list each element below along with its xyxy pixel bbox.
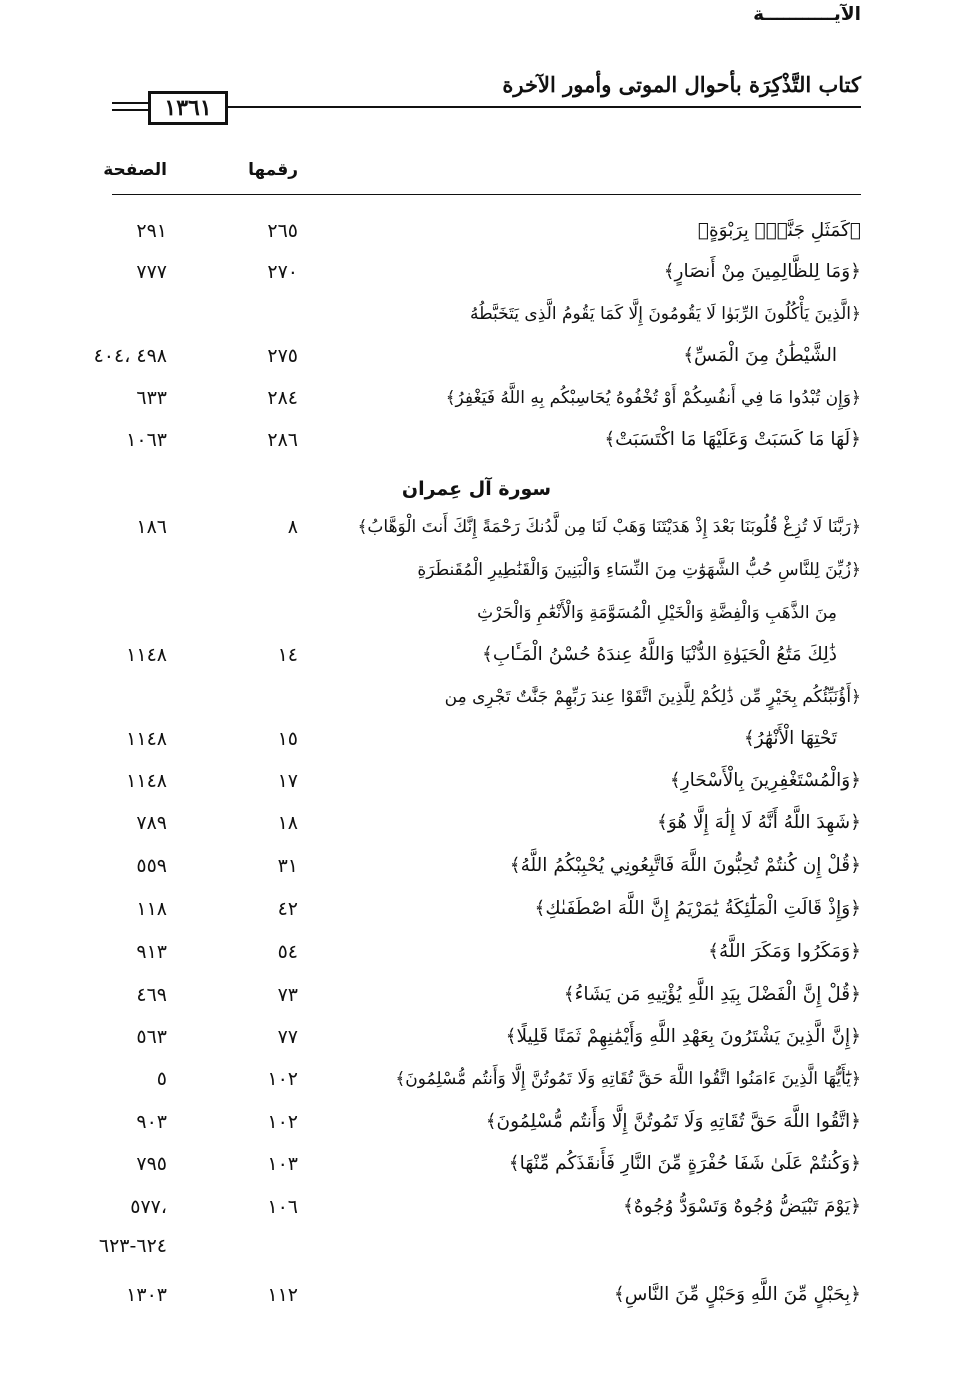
verse-text: ﴿كَمَثَلِ جَنَّةِۭ بِرَبْوَةٍ﴾: [697, 220, 861, 241]
page-ref: ٩١٣: [136, 941, 167, 963]
verse-text: ﴿شَهِدَ اللَّهُ أَنَّهُ لَا إِلَٰهَ إِلَّا هُوَ﴾: [657, 812, 861, 833]
verse-number: ٧٣: [277, 984, 298, 1006]
page-ref: ٥٦٣: [136, 1026, 167, 1048]
verse-text: ذَٰلِكَ مَتَٰعُ الْحَيَوٰةِ الدُّنْيَا وَاللَّهُ عِندَهُ حُسْنُ الْمَـَٔابِ﴾: [482, 644, 837, 665]
verse-number: ٣١: [277, 855, 298, 877]
page-ref: ٥: [156, 1068, 167, 1090]
page-ref: ١١٤٨: [126, 644, 167, 666]
table-row: [0, 1149, 953, 1179]
verse-text: ﴿وَمَكَرُوا وَمَكَرَ اللَّهُ﴾: [708, 941, 861, 962]
verse-number: ٢٧٥: [267, 345, 298, 367]
table-row: [0, 341, 953, 371]
page-ref: ١٠٦٣: [126, 429, 167, 451]
verse-number: ١١٢: [267, 1284, 298, 1306]
verse-text: تَحْتِهَا الْأَنْهَٰرُ﴾: [743, 728, 837, 749]
page-ref: ٤٩٨ ،٤٠٤: [93, 345, 167, 367]
page-ref: ٩٠٣: [136, 1111, 167, 1133]
verse-number: ١٤: [277, 644, 298, 666]
table-row: [0, 724, 953, 754]
table-row: [0, 425, 953, 455]
table-row: [0, 216, 953, 246]
verse-number: ١٨: [277, 812, 298, 834]
verse-text: ﴿يَٰٓأَيُّهَا الَّذِينَ ءَامَنُوا اتَّقُوا اللَّهَ حَقَّ تُقَاتِهِ وَلَا تَمُوتُنَّ إِلَّا وَأَنتُم مُّسْلِمُونَ﴾: [395, 1069, 861, 1089]
page-number: ١٣٦١: [148, 91, 228, 125]
verse-text: ﴿أَؤُنَبِّئُكُم بِخَيْرٍ مِّن ذَٰلِكُمْ لِلَّذِينَ اتَّقَوْا عِندَ رَبِّهِمْ جَنَّٰتٌ تَجْرِى مِن: [444, 687, 861, 707]
verse-number: ٥٤: [277, 941, 298, 963]
verse-text: ﴿الَّذِينَ يَأْكُلُونَ الرِّبَوٰا لَا يَقُومُونَ إِلَّا كَمَا يَقُومُ الَّذِى يَتَخَبَّطُهُ: [469, 304, 861, 324]
page-ref: ١٨٦: [136, 516, 167, 538]
page-ref: ٧٩٥: [136, 1153, 167, 1175]
verse-text: ﴿وَالْمُسْتَغْفِرِينَ بِالْأَسْحَارِ﴾: [669, 770, 861, 791]
page-ref: ٦٣٣: [136, 387, 167, 409]
verse-number: ١٠٦: [267, 1196, 298, 1218]
page-ref: ٢٩١: [136, 220, 167, 242]
table-row: [0, 1022, 953, 1052]
book-title: كتاب التَّذْكِرَة بأحوال الموتى وأمور الآخرة: [502, 72, 861, 97]
column-header-number: رقمها: [248, 160, 298, 180]
page-ref: ١١٤٨: [126, 770, 167, 792]
verse-text: ﴿إِنَّ الَّذِينَ يَشْتَرُونَ بِعَهْدِ اللَّهِ وَأَيْمَٰنِهِمْ ثَمَنًا قَلِيلًا﴾: [505, 1026, 861, 1047]
verse-text: ﴿قُلْ إِن كُنتُمْ تُحِبُّونَ اللَّهَ فَاتَّبِعُونِي يُحْبِبْكُمُ اللَّهُ﴾: [509, 855, 861, 876]
table-row: [0, 682, 953, 712]
table-row: [0, 512, 953, 542]
verse-text: ﴿وَمَا لِلظَّالِمِينَ مِنْ أَنصَارٍ﴾: [663, 261, 861, 282]
verse-text: ﴿رَبَّنَا لَا تُزِغْ قُلُوبَنَا بَعْدَ إِذْ هَدَيْتَنَا وَهَبْ لَنَا مِن لَّدُنكَ رَحْمَةً إِنَّكَ أَنتَ الْوَهَّابُ﴾: [357, 517, 861, 537]
verse-text: ﴿وَكُنتُمْ عَلَىٰ شَفَا حُفْرَةٍ مِّنَ النَّارِ فَأَنقَذَكُم مِّنْهَا﴾: [508, 1153, 861, 1174]
page-ref: ١١٤٨: [126, 728, 167, 750]
verse-number: ٤٢: [277, 898, 298, 920]
table-row: [0, 937, 953, 967]
table-row: [0, 1231, 953, 1261]
table-row: [0, 555, 953, 585]
surah-heading-row: [0, 474, 953, 504]
table-row: [0, 299, 953, 329]
verse-number: ١٠٢: [267, 1068, 298, 1090]
page-ref: ١٣٠٣: [126, 1284, 167, 1306]
verse-number: ٨: [287, 516, 298, 538]
table-row: [0, 640, 953, 670]
table-row: [0, 598, 953, 628]
verse-number: ١٠٢: [267, 1111, 298, 1133]
table-row: [0, 1064, 953, 1094]
page-ref: ٧٧٧: [136, 261, 167, 283]
table-row: [0, 808, 953, 838]
table-row: [0, 1107, 953, 1137]
verse-text: ﴿وَإِن تُبْدُوا مَا فِي أَنفُسِكُمْ أَوْ تُخْفُوهُ يُحَاسِبْكُم بِهِ اللَّهُ فَيَغْفِرُ﴾: [445, 388, 861, 408]
table-row: [0, 894, 953, 924]
column-header-page: الصفحة: [103, 160, 167, 180]
verse-number: ١٥: [277, 728, 298, 750]
verse-number: ٢٧٠: [267, 261, 298, 283]
header-rule: [226, 106, 861, 108]
table-row: [0, 1192, 953, 1222]
verse-text: الشَّيْطَٰنُ مِنَ الْمَسِّ﴾: [683, 345, 837, 366]
verse-number: ٧٧: [277, 1026, 298, 1048]
table-row: [0, 257, 953, 287]
table-row: [0, 851, 953, 881]
verse-text: ﴿قُلْ إِنَّ الْفَضْلَ بِيَدِ اللَّهِ يُؤْتِيهِ مَن يَشَاءُ﴾: [563, 984, 861, 1005]
verse-number: ٢٦٥: [267, 220, 298, 242]
verse-text: ﴿زُيِّنَ لِلنَّاسِ حُبُّ الشَّهَوَٰتِ مِنَ النِّسَاءِ وَالْبَنِينَ وَالْقَنَٰطِيرِ الْمُقَنطَرَةِ: [417, 560, 861, 580]
verse-number: ١٠٣: [267, 1153, 298, 1175]
page-ref: ٧٨٩: [136, 812, 167, 834]
table-row: [0, 766, 953, 796]
verse-number: ٢٨٦: [267, 429, 298, 451]
surah-heading: سورة آل عِمران: [401, 478, 552, 500]
page-number-rule-top: [112, 102, 148, 104]
table-row: [0, 383, 953, 413]
verse-text: ﴿اتَّقُوا اللَّهَ حَقَّ تُقَاتِهِ وَلَا تَمُوتُنَّ إِلَّا وَأَنتُم مُّسْلِمُونَ﴾: [485, 1111, 861, 1132]
header-divider: [112, 194, 861, 195]
page-ref: ٤٦٩: [136, 984, 167, 1006]
verse-text: ﴿يَوْمَ تَبْيَضُّ وُجُوهٌ وَتَسْوَدُّ وُجُوهٌ﴾: [623, 1196, 861, 1217]
page-ref: ٦٢٤-٦٢٣: [98, 1235, 167, 1257]
verse-text: ﴿بِحَبْلٍ مِّنَ اللَّهِ وَحَبْلٍ مِّنَ النَّاسِ﴾: [613, 1284, 861, 1305]
page-ref: ،٥٧٧: [130, 1196, 167, 1218]
table-row: [0, 1280, 953, 1310]
page-number-rule-bottom: [112, 109, 148, 111]
verse-text: ﴿لَهَا مَا كَسَبَتْ وَعَلَيْهَا مَا اكْتَسَبَتْ﴾: [604, 429, 861, 450]
verse-number: ٢٨٤: [267, 387, 298, 409]
page-ref: ٥٥٩: [136, 855, 167, 877]
page-ref: ١١٨: [136, 898, 167, 920]
table-row: [0, 980, 953, 1010]
verse-text: ﴿وَإِذْ قَالَتِ الْمَلَٰٓئِكَةُ يَٰمَرْيَمُ إِنَّ اللَّهَ اصْطَفَىٰكِ﴾: [534, 898, 861, 919]
verse-number: ١٧: [277, 770, 298, 792]
column-header-verse: الآيـــــــــــة: [753, 4, 861, 25]
verse-text: مِنَ الذَّهَبِ وَالْفِضَّةِ وَالْخَيْلِ الْمُسَوَّمَةِ وَالْأَنْعَٰمِ وَالْحَرْثِ: [477, 603, 837, 623]
